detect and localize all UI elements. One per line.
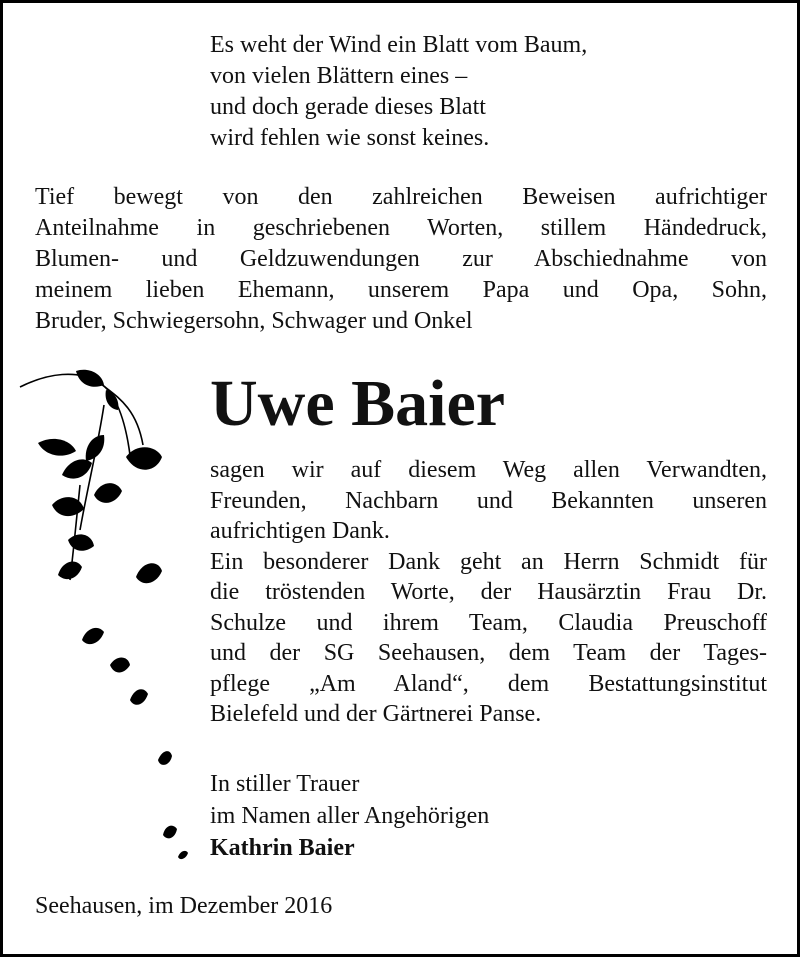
thanks-line: Schulze und ihrem Team, Claudia Preuschoff [210, 609, 767, 636]
signature-block [210, 768, 489, 864]
intro-line: Blumen- und Geldzuwendungen zur Abschiednahme von [35, 246, 767, 272]
place-date: Seehausen, im Dezember 2016 [35, 893, 333, 919]
thanks-line: sagen wir auf diesem Weg allen Verwandten, [210, 457, 767, 483]
thanks-line: aufrichtigen Dank. [210, 518, 390, 544]
intro-line: Anteilnahme in geschriebenen Worten, stillem Händedruck, [35, 215, 767, 241]
thanks-line: Freunden, Nachbarn und Bekannten unseren [210, 487, 767, 514]
intro-line: Tief bewegt von den zahlreichen Beweisen aufrichtiger [35, 184, 767, 210]
signatory-name: Kathrin Baier [210, 835, 355, 861]
intro-paragraph [35, 182, 767, 337]
thanks-line: und der SG Seehausen, dem Team der Tages- [210, 640, 767, 666]
deceased-name: Uwe Baier [210, 367, 506, 440]
signature-line: In stiller Trauer [210, 771, 360, 797]
thanks-line: pflege „Am Aland“, dem Bestattungsinstitut [210, 670, 767, 697]
thanks-line: Ein besonderer Dank geht an Herrn Schmidt für [210, 548, 767, 575]
signature-line: im Namen aller Angehörigen [210, 803, 490, 829]
birch-branch-leaves-icon [18, 365, 208, 885]
thanks-paragraph [210, 455, 767, 730]
thanks-line: die tröstenden Worte, der Hausärztin Frau Dr. [210, 579, 767, 605]
poem-line: wird fehlen wie sonst keines. [210, 125, 490, 151]
intro-line: Bruder, Schwiegersohn, Schwager und Onkel [35, 308, 473, 334]
poem [210, 30, 587, 154]
intro-line: meinem lieben Ehemann, unserem Papa und Opa, Sohn, [35, 277, 767, 303]
poem-line: Es weht der Wind ein Blatt vom Baum, [210, 32, 588, 58]
poem-line: und doch gerade dieses Blatt [210, 94, 486, 120]
poem-line: von vielen Blättern eines – [210, 63, 468, 89]
thanks-line: Bielefeld und der Gärtnerei Panse. [210, 701, 542, 727]
